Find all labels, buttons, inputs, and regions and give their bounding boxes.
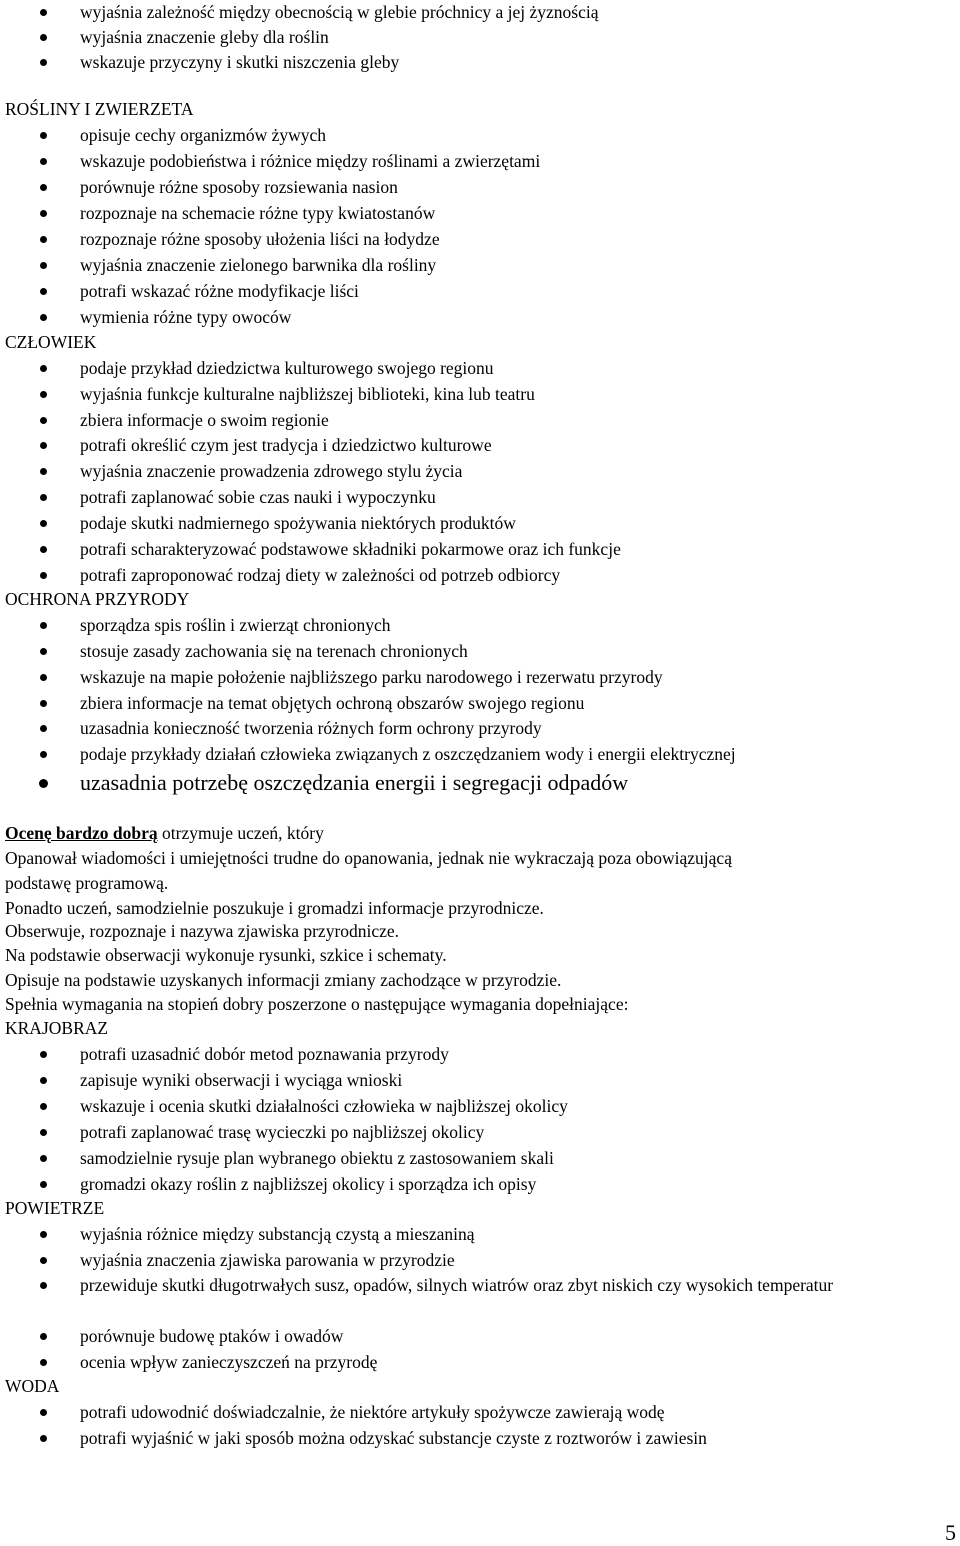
list-item-text: potrafi uzasadnić dobór metod poznawania przyrody (80, 1044, 449, 1064)
paragraph-line: Opisuje na podstawie uzyskanych informacji zmiany zachodzące w przyrodzie. (5, 970, 562, 990)
list-item-text: zbiera informacje na temat objętych ochroną obszarów swojego regionu (80, 693, 585, 713)
list-item-text: potrafi zaproponować rodzaj diety w zależności od potrzeb odbiorcy (80, 565, 561, 585)
list-item-text: potrafi zaplanować trasę wycieczki po najbliższej okolicy (80, 1122, 485, 1142)
bullet-icon (40, 184, 47, 191)
list-item-text: porównuje budowę ptaków i owadów (80, 1326, 344, 1346)
paragraph-line: podstawę programową. (5, 873, 169, 893)
bullet-icon (40, 391, 47, 398)
list-item-text: wyjaśnia znaczenia zjawiska parowania w przyrodzie (80, 1250, 455, 1270)
list-item-text: podaje skutki nadmiernego spożywania niektórych produktów (80, 513, 516, 533)
bullet-icon (40, 1103, 47, 1110)
list-item-text: uzasadnia konieczność tworzenia różnych form ochrony przyrody (80, 718, 542, 738)
list-item-text: wskazuje i ocenia skutki działalności człowieka w najbliższej okolicy (80, 1096, 568, 1116)
list-item-text: opisuje cechy organizmów żywych (80, 125, 327, 145)
section-heading: CZŁOWIEK (5, 332, 97, 352)
bullet-icon (40, 725, 47, 732)
bullet-icon (40, 1231, 47, 1238)
grade-title: Ocenę bardzo dobrą (5, 823, 158, 843)
bullet-icon (40, 132, 47, 139)
list-item-text: potrafi udowodnić doświadczalnie, że niektóre artykuły spożywcze zawierają wodę (80, 1402, 665, 1422)
bullet-icon (40, 494, 47, 501)
list-item-text: wskazuje na mapie położenie najbliższego parku narodowego i rezerwatu przyrody (80, 667, 663, 687)
list-item-text: rozpoznaje na schemacie różne typy kwiatostanów (80, 203, 436, 223)
bullet-icon (40, 520, 47, 527)
section-heading: KRAJOBRAZ (5, 1018, 109, 1038)
bullet-icon (40, 1129, 47, 1136)
section-heading: ROŚLINY I ZWIERZETA (5, 99, 194, 119)
bullet-icon (40, 751, 47, 758)
bullet-icon (40, 572, 47, 579)
paragraph-line: Spełnia wymagania na stopień dobry poszerzone o następujące wymagania dopełniające: (5, 994, 629, 1014)
page-number: 5 (945, 1520, 956, 1545)
list-item-text: porównuje różne sposoby rozsiewania nasion (80, 177, 398, 197)
bullet-icon (39, 779, 48, 788)
bullet-icon (40, 700, 47, 707)
list-item-text: wyjaśnia znaczenie gleby dla roślin (80, 27, 329, 47)
bullet-icon (40, 417, 47, 424)
section-heading: POWIETRZE (5, 1198, 105, 1218)
paragraph-line: Na podstawie obserwacji wykonuje rysunki, szkice i schematy. (5, 945, 447, 965)
bullet-icon (40, 314, 47, 321)
list-item-text: wyjaśnia znaczenie prowadzenia zdrowego stylu życia (80, 461, 463, 481)
list-item-text: rozpoznaje różne sposoby ułożenia liści na łodydze (80, 229, 440, 249)
bullet-icon (40, 1409, 47, 1416)
bullet-icon (40, 158, 47, 165)
bullet-icon (40, 468, 47, 475)
list-item-text: wskazuje przyczyny i skutki niszczenia gleby (80, 52, 400, 72)
list-item-text: wymienia różne typy owoców (80, 307, 292, 327)
list-item-text: potrafi zaplanować sobie czas nauki i wypoczynku (80, 487, 436, 507)
bullet-icon (40, 59, 47, 66)
list-item-text: podaje przykład dziedzictwa kulturowego swojego regionu (80, 358, 494, 378)
list-item-text: stosuje zasady zachowania się na terenach chronionych (80, 641, 468, 661)
list-item-text: ocenia wpływ zanieczyszczeń na przyrodę (80, 1352, 378, 1372)
bullet-icon (40, 674, 47, 681)
bullet-icon (40, 236, 47, 243)
list-item-text: uzasadnia potrzebę oszczędzania energii i segregacji odpadów (80, 770, 629, 795)
bullet-icon (40, 1333, 47, 1340)
paragraph-line: Obserwuje, rozpoznaje i nazywa zjawiska przyrodnicze. (5, 921, 400, 941)
bullet-icon (40, 622, 47, 629)
bullet-icon (40, 546, 47, 553)
list-item-text: sporządza spis roślin i zwierząt chronionych (80, 615, 391, 635)
paragraph-line: Opanował wiadomości i umiejętności trudne do opanowania, jednak nie wykraczają poza obowiązującą (5, 848, 732, 868)
list-item-text: wyjaśnia znaczenie zielonego barwnika dla rośliny (80, 255, 437, 275)
list-item-text: zbiera informacje o swoim regionie (80, 410, 329, 430)
bullet-icon (40, 1435, 47, 1442)
bullet-icon (40, 365, 47, 372)
list-item-text: przewiduje skutki długotrwałych susz, opadów, silnych wiatrów oraz zbyt niskich czy wysokich temperatur (80, 1275, 834, 1295)
bullet-icon (40, 1051, 47, 1058)
list-item-text: potrafi scharakteryzować podstawowe składniki pokarmowe oraz ich funkcje (80, 539, 621, 559)
section-heading: OCHRONA PRZYRODY (5, 589, 190, 609)
bullet-icon (40, 1282, 47, 1289)
paragraph-line: Ponadto uczeń, samodzielnie poszukuje i gromadzi informacje przyrodnicze. (5, 898, 544, 918)
list-item-text: wskazuje podobieństwa i różnice między roślinami a zwierzętami (80, 151, 541, 171)
bullet-icon (40, 1359, 47, 1366)
list-item-text: wyjaśnia zależność między obecnością w glebie próchnicy a jej żyznością (80, 2, 599, 22)
bullet-icon (40, 262, 47, 269)
list-item-text: potrafi wskazać różne modyfikacje liści (80, 281, 359, 301)
list-item-text: samodzielnie rysuje plan wybranego obiektu z zastosowaniem skali (80, 1148, 554, 1168)
bullet-icon (40, 34, 47, 41)
bullet-icon (40, 1257, 47, 1264)
bullet-icon (40, 1181, 47, 1188)
bullet-icon (40, 648, 47, 655)
bullet-icon (40, 288, 47, 295)
grade-title-rest: otrzymuje uczeń, który (157, 823, 324, 843)
bullet-icon (40, 1155, 47, 1162)
list-item-text: wyjaśnia różnice między substancją czystą a mieszaniną (80, 1224, 475, 1244)
list-item-text: podaje przykłady działań człowieka związanych z oszczędzaniem wody i energii elektrycznej (80, 744, 736, 764)
list-item-text: wyjaśnia funkcje kulturalne najbliższej biblioteki, kina lub teatru (80, 384, 535, 404)
bullet-icon (40, 210, 47, 217)
grade-title-line (5, 822, 324, 844)
bullet-icon (40, 1077, 47, 1084)
list-item-text: potrafi określić czym jest tradycja i dziedzictwo kulturowe (80, 435, 492, 455)
bullet-icon (40, 9, 47, 16)
section-heading: WODA (5, 1376, 60, 1396)
bullet-icon (40, 442, 47, 449)
list-item-text: zapisuje wyniki obserwacji i wyciąga wnioski (80, 1070, 403, 1090)
list-item-text: gromadzi okazy roślin z najbliższej okolicy i sporządza ich opisy (80, 1174, 537, 1194)
list-item-text: potrafi wyjaśnić w jaki sposób można odzyskać substancje czyste z roztworów i zawiesin (80, 1428, 707, 1448)
